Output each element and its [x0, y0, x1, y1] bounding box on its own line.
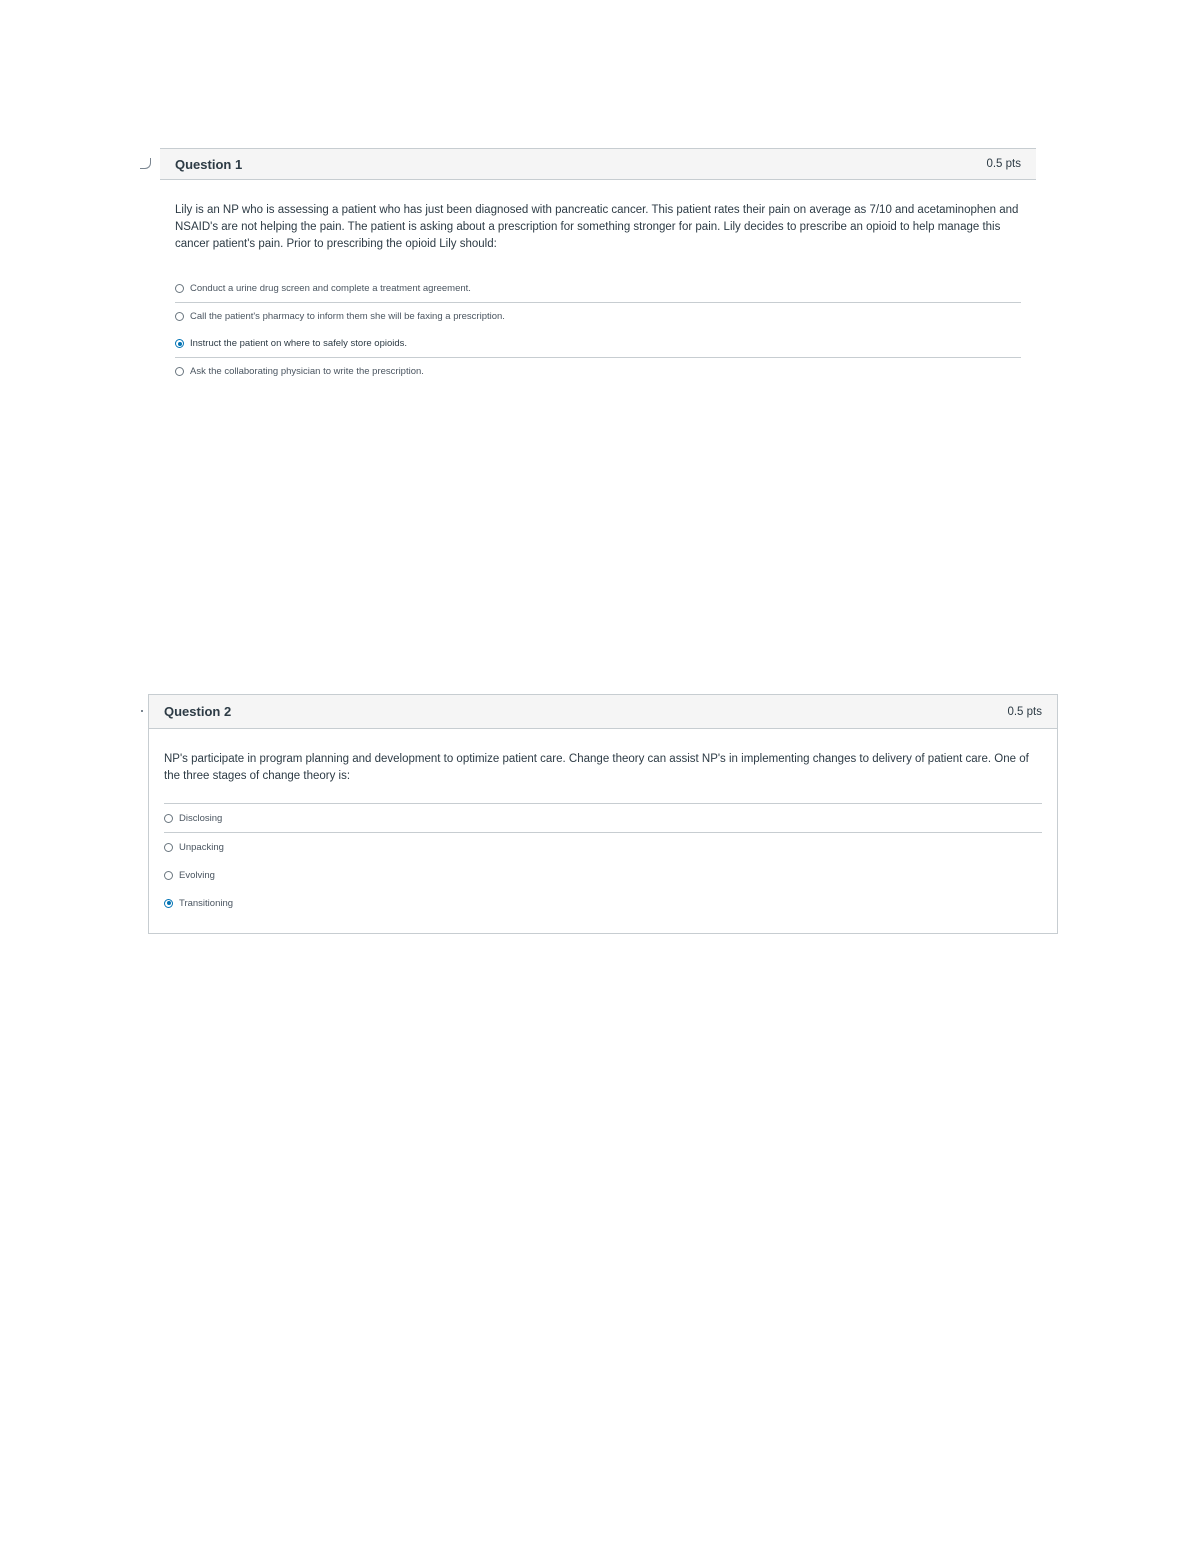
- radio-button-icon[interactable]: [164, 814, 173, 823]
- answer-label: Evolving: [179, 869, 215, 881]
- question-1-answer-2[interactable]: [175, 302, 1021, 330]
- question-2-title: Question 2: [164, 704, 232, 719]
- question-1-card: [160, 148, 1036, 385]
- question-2-points: 0.5 pts: [1007, 705, 1042, 718]
- radio-button-selected-icon[interactable]: [164, 899, 173, 908]
- answer-label: Unpacking: [179, 841, 224, 853]
- answer-label: Instruct the patient on where to safely store opioids.: [190, 338, 408, 349]
- question-2-text: NP's participate in program planning and development to optimize patient care. Change theory can assist NP's in implementing changes to delivery of patient care. One of the three stages of change theory is:: [164, 753, 1029, 782]
- answer-label: Conduct a urine drug screen and complete a treatment agreement.: [190, 283, 471, 294]
- question-1-text: Lily is an NP who is assessing a patient who has just been diagnosed with pancreatic cancer. This patient rates their pain on average as 7/10 and acetaminophen and NSAID's are not helping the pain. The patient is asking about a prescription for something stronger for pain. Lily decides to prescribe an opioid to help manage this cancer patient's pain. Prior to prescribing the opioid Lily should:: [175, 204, 1019, 250]
- answer-label: Call the patient's pharmacy to inform them she will be faxing a prescription.: [190, 311, 505, 322]
- question-1-answers: [175, 275, 1021, 385]
- question-2-answer-4[interactable]: [164, 889, 1042, 917]
- radio-button-icon[interactable]: [175, 312, 184, 321]
- radio-button-icon[interactable]: [175, 284, 184, 293]
- question-1-flag-icon[interactable]: [140, 158, 151, 169]
- question-2-flag-icon[interactable]: [141, 710, 143, 712]
- question-2-answer-3[interactable]: [164, 861, 1042, 889]
- question-1-points: 0.5 pts: [986, 158, 1021, 170]
- question-2-answer-1[interactable]: [164, 803, 1042, 832]
- question-1-answer-4[interactable]: [175, 357, 1021, 385]
- question-1-header: [160, 148, 1036, 180]
- answer-label: Ask the collaborating physician to write the prescription.: [190, 366, 424, 377]
- answer-label: Disclosing: [179, 812, 223, 824]
- radio-button-icon[interactable]: [175, 367, 184, 376]
- answer-label: Transitioning: [179, 897, 234, 909]
- radio-button-selected-icon[interactable]: [175, 339, 184, 348]
- radio-button-icon[interactable]: [164, 843, 173, 852]
- question-1-answer-3[interactable]: [175, 330, 1021, 357]
- question-2-answer-2[interactable]: [164, 832, 1042, 861]
- question-1-title: Question 1: [175, 156, 243, 172]
- question-1-answer-1[interactable]: [175, 275, 1021, 302]
- question-2-header: [149, 695, 1057, 729]
- question-2-card: [148, 694, 1058, 934]
- question-2-answers: [164, 803, 1042, 917]
- radio-button-icon[interactable]: [164, 871, 173, 880]
